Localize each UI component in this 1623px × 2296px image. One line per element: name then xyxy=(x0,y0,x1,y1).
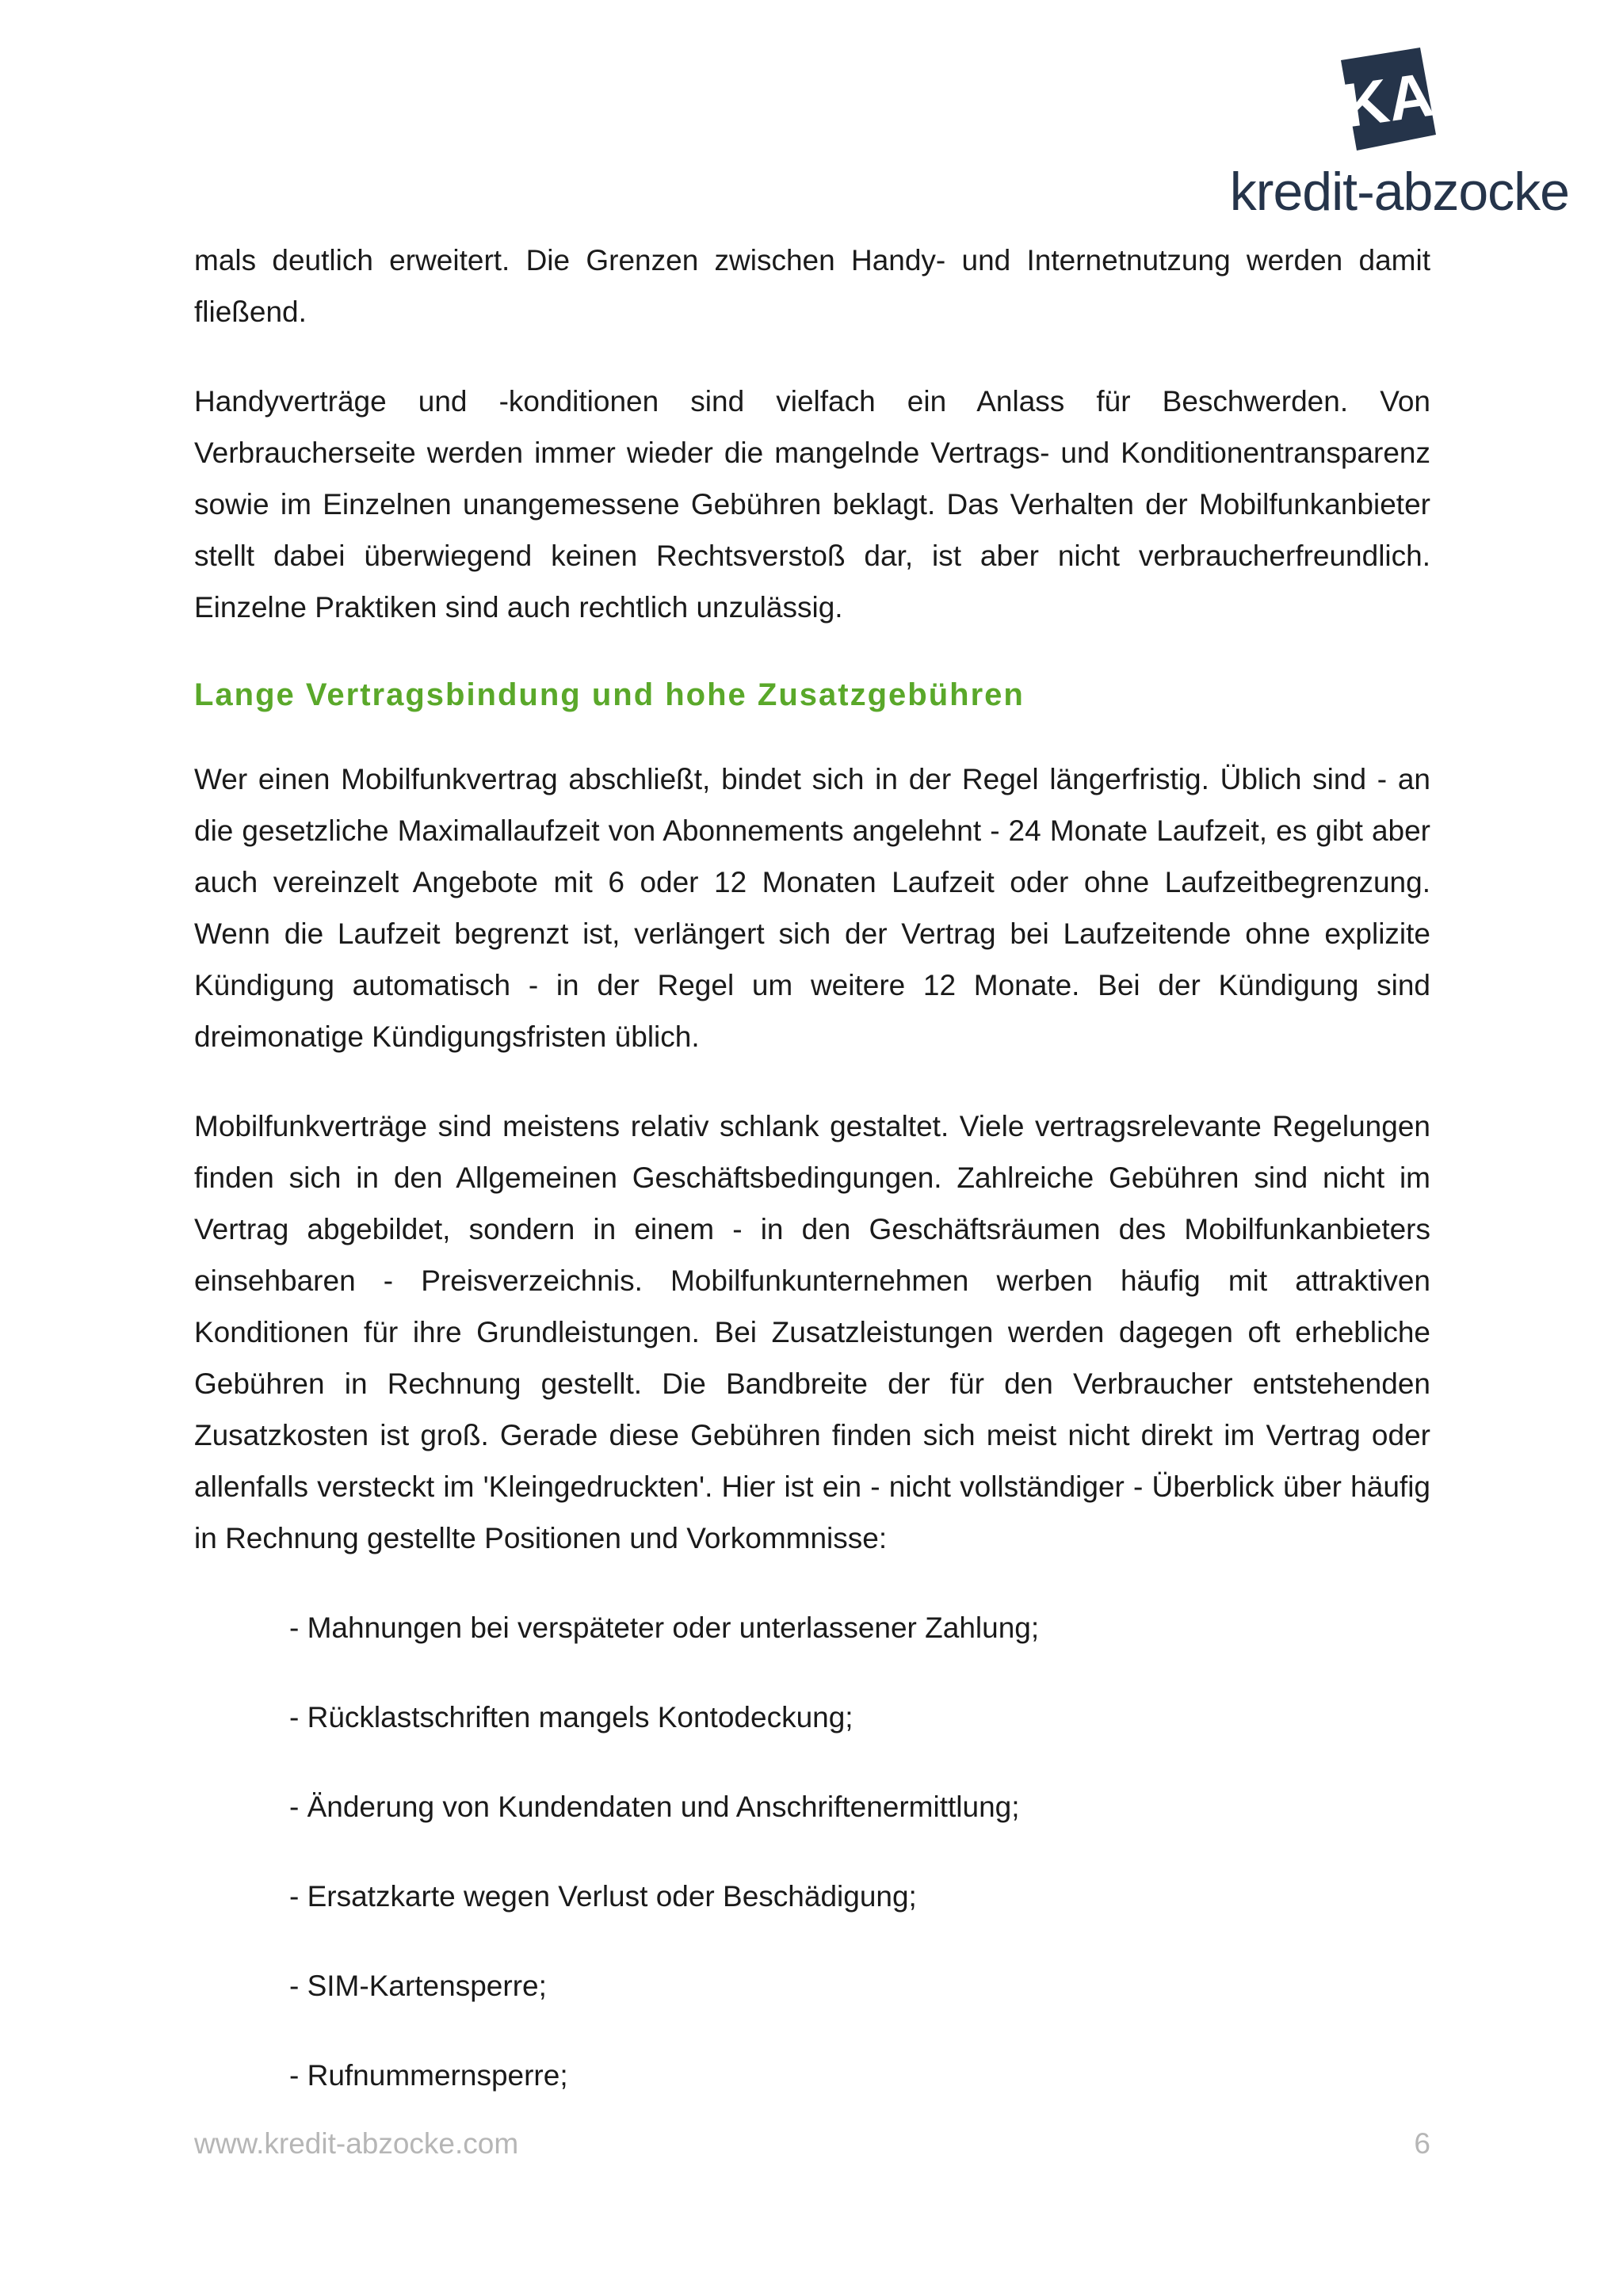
list-item: - SIM-Kartensperre; xyxy=(289,1970,547,2002)
section-heading: Lange Vertragsbindung und hohe Zusatzgebühren xyxy=(194,677,1025,712)
ka-logo-icon xyxy=(1325,46,1444,165)
section-paragraph-1: Wer einen Mobilfunkvertrag abschließt, bindet sich in der Regel längerfristig. Üblich sind - an die gesetzliche Maximallaufzeit von Abonnements angelehnt - 24 Monate Laufzeit, es gibt aber auch vereinzelt Angebote mit 6 oder 12 Monaten Laufzeit oder ohne Laufzeitbegrenzung. Wenn die Laufzeit begrenzt ist, verlängert sich der Vertrag bei Laufzeitende ohne explizite Kündigung automatisch - in der Regel um weitere 12 Monate. Bei der Kündigung sind dreimonatige Kündigungsfristen üblich. xyxy=(194,763,1430,1053)
list-item: - Ersatzkarte wegen Verlust oder Beschädigung; xyxy=(289,1880,917,1913)
list-item: - Rufnummernsperre; xyxy=(289,2059,568,2092)
logo-wordmark: kredit-abzocke xyxy=(1229,162,1569,222)
list-item: - Rücklastschriften mangels Kontodeckung; xyxy=(289,1701,854,1733)
brand-logo xyxy=(1220,46,1569,228)
section-paragraph-2: Mobilfunkverträge sind meistens relativ schlank gestaltet. Viele vertragsrelevante Regelungen finden sich in den Allgemeinen Geschäftsbedingungen. Zahlreiche Gebühren sind nicht im Vertrag abgebildet, sondern in einem - in den Geschäftsräumen des Mobilfunkanbieters einsehbaren - Preisverzeichnis. Mobilfunkunternehmen werben häufig mit attraktiven Konditionen für ihre Grundleistungen. Bei Zusatzleistungen werden dagegen oft erhebliche Gebühren in Rechnung gestellt. Die Bandbreite der für den Verbraucher entstehenden Zusatzkosten ist groß. Gerade diese Gebühren finden sich meist nicht direkt im Vertrag oder allenfalls versteckt im 'Kleingedruckten'. Hier ist ein - nicht vollständiger - Überblick über häufig in Rechnung gestellte Positionen und Vorkommnisse: xyxy=(194,1110,1430,1554)
intro-paragraph-1: mals deutlich erweitert. Die Grenzen zwischen Handy- und Internetnutzung werden damit fließend. xyxy=(194,244,1430,328)
page-number: 6 xyxy=(1414,2127,1430,2160)
footer-url: www.kredit-abzocke.com xyxy=(194,2127,519,2160)
list-item: - Änderung von Kundendaten und Anschriftenermittlung; xyxy=(289,1791,1020,1823)
document-body xyxy=(194,235,1430,2139)
fee-list xyxy=(194,1602,1430,2101)
list-item: - Mahnungen bei verspäteter oder unterlassener Zahlung; xyxy=(289,1611,1040,1644)
logo-monogram: KA xyxy=(1338,59,1438,141)
intro-paragraph-2: Handyverträge und -konditionen sind vielfach ein Anlass für Beschwerden. Von Verbraucherseite werden immer wieder die mangelnde Vertrags- und Konditionentransparenz sowie im Einzelnen unangemessene Gebühren beklagt. Das Verhalten der Mobilfunkanbieter stellt dabei überwiegend keinen Rechtsverstoß dar, ist aber nicht verbraucherfreundlich. Einzelne Praktiken sind auch rechtlich unzulässig. xyxy=(194,385,1430,624)
